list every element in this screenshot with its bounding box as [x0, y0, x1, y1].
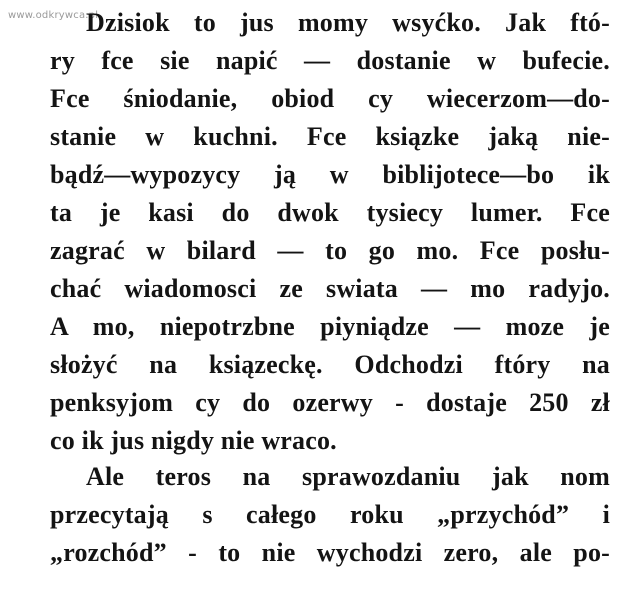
paragraph-line: stanie w kuchni. Fce ksiązke jaką nie-: [50, 122, 610, 151]
paragraph-line: chać wiadomosci ze swiata — mo radyjo.: [50, 274, 610, 303]
paragraph-line: A mo, niepotrzbne piyniądze — moze je: [50, 312, 610, 341]
watermark: www.odkrywca.pl: [8, 10, 99, 21]
paragraph-line: zagrać w bilard — to go mo. Fce posłu-: [50, 236, 610, 265]
paragraph-line: penksyjom cy do ozerwy - dostaje 250 zł: [50, 388, 610, 417]
paragraph-1: [50, 4, 610, 460]
paragraph-2: [50, 458, 610, 572]
paragraph-line: co ik jus nigdy nie wraco.: [50, 426, 337, 455]
paragraph-line: słożyć na ksiązeckę. Odchodzi ftóry na: [50, 350, 610, 379]
paragraph-line: „rozchód” - to nie wychodzi zero, ale po-: [50, 538, 610, 567]
paragraph-line: ry fce sie napić — dostanie w bufecie.: [50, 46, 610, 75]
paragraph-line: bądź—wypozycy ją w biblijotece—bo ik: [50, 160, 610, 189]
paragraph-line: ta je kasi do dwok tysiecy lumer. Fce: [50, 198, 610, 227]
paragraph-line: Fce śniodanie, obiod cy wiecerzom—do-: [50, 84, 610, 113]
paragraph-line: Ale teros na sprawozdaniu jak nom: [86, 462, 610, 491]
paragraph-line: Dzisiok to jus momy wsyćko. Jak ftó-: [86, 8, 610, 37]
paragraph-line: przecytają s całego roku „przychód” i: [50, 500, 610, 529]
